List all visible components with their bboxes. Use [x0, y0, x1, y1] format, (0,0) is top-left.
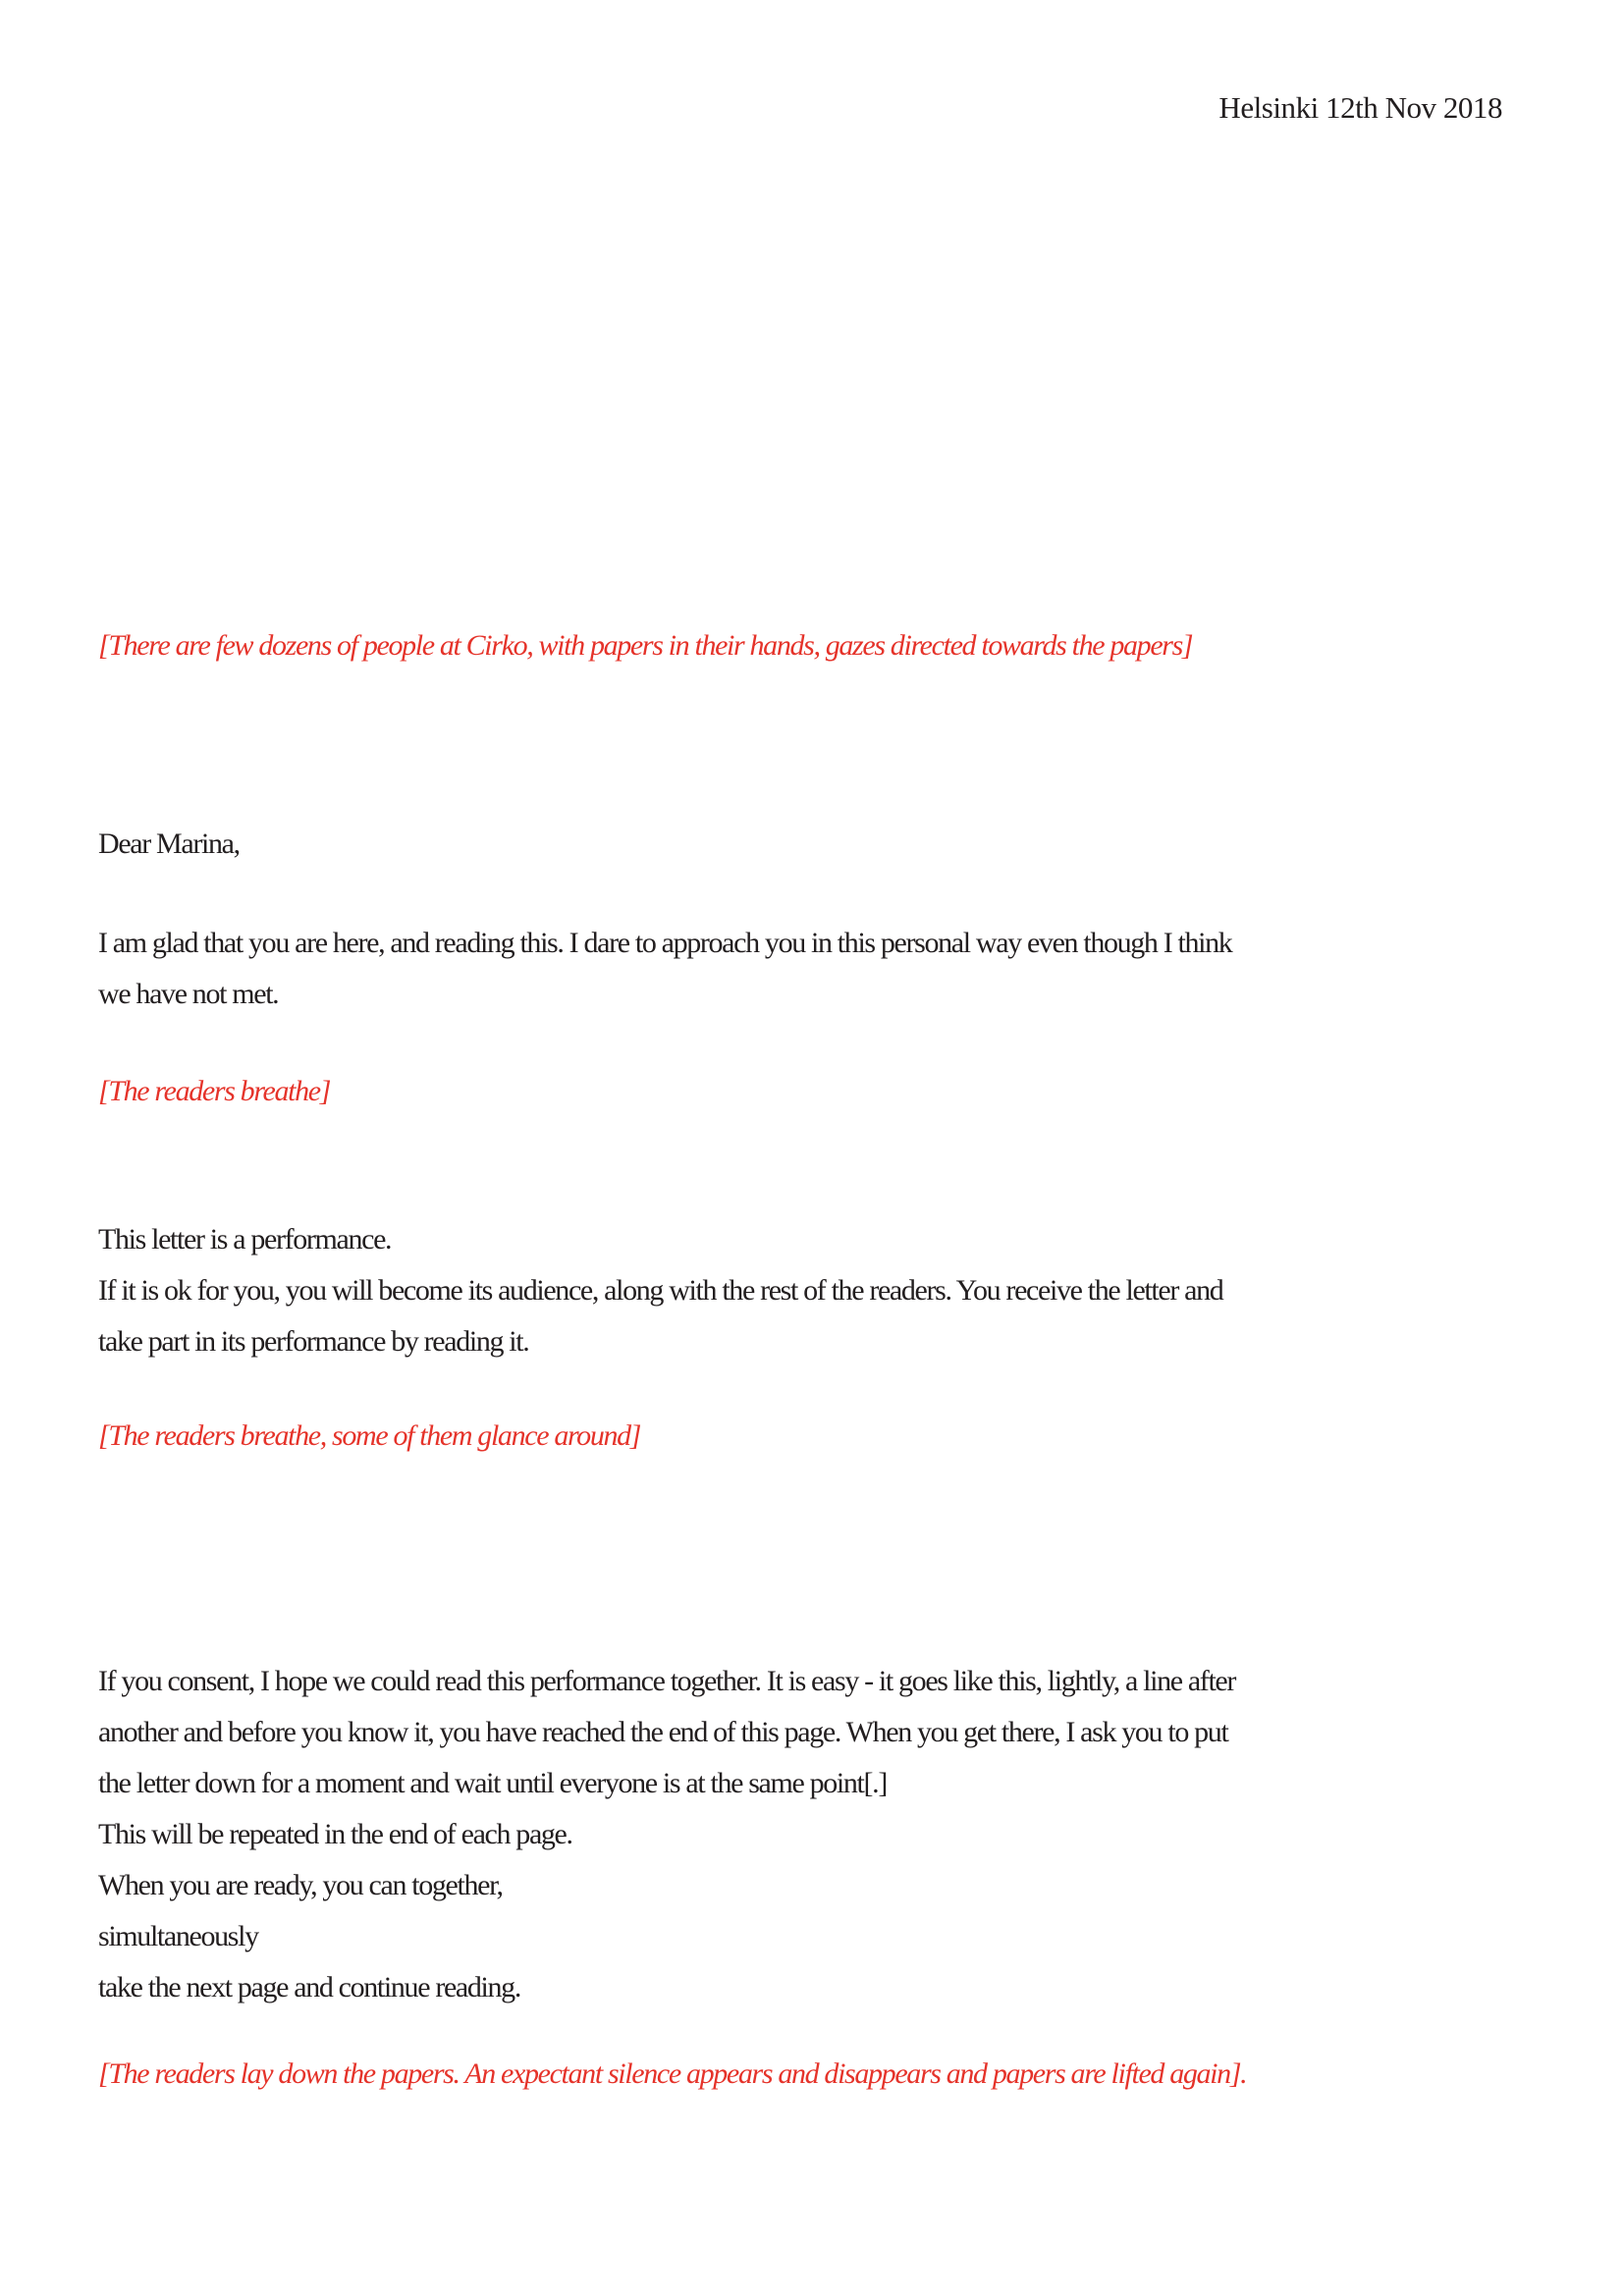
text-line: take part in its performance by reading it. [98, 1325, 529, 1358]
text-line: Dear Marina, [98, 828, 240, 860]
text-line: [The readers breathe, some of them glance around] [98, 1419, 641, 1452]
text-line: I am glad that you are here, and reading this. I dare to approach you in this personal way even though I think [98, 927, 1232, 959]
stage-direction-lay-down-papers [98, 2049, 1565, 2100]
paragraph-glad-you-are-here [98, 918, 1565, 1020]
text-line: we have not met. [98, 978, 279, 1010]
text-line: take the next page and continue reading. [98, 1971, 520, 2003]
date-line: Helsinki 12th Nov 2018 [1218, 90, 1502, 125]
text-line: [There are few dozens of people at Cirko, with papers in their hands, gazes directed towards the papers] [98, 629, 1193, 662]
stage-direction-breathe [98, 1066, 1565, 1117]
stage-direction-audience [98, 620, 1565, 671]
text-line: If you consent, I hope we could read this performance together. It is easy - it goes like this, lightly, a line after [98, 1665, 1236, 1697]
text-line: another and before you know it, you have reached the end of this page. When you get there, I ask you to put [98, 1716, 1228, 1748]
text-line: [The readers breathe] [98, 1075, 331, 1107]
text-line: simultaneously [98, 1920, 258, 1952]
salutation [98, 819, 1565, 870]
paragraph-letter-is-performance [98, 1214, 1565, 1367]
text-line: This will be repeated in the end of each page. [98, 1818, 572, 1850]
paragraph-reading-instructions [98, 1656, 1565, 2013]
text-line: [The readers lay down the papers. An expectant silence appears and disappears and papers are lifted again]. [98, 2057, 1247, 2090]
text-line: the letter down for a moment and wait until everyone is at the same point[.] [98, 1767, 887, 1799]
stage-direction-glance-around [98, 1411, 1565, 1462]
text-line: When you are ready, you can together, [98, 1869, 503, 1901]
text-line: If it is ok for you, you will become its audience, along with the rest of the readers. You receive the letter and [98, 1274, 1223, 1307]
text-line: This letter is a performance. [98, 1223, 392, 1255]
